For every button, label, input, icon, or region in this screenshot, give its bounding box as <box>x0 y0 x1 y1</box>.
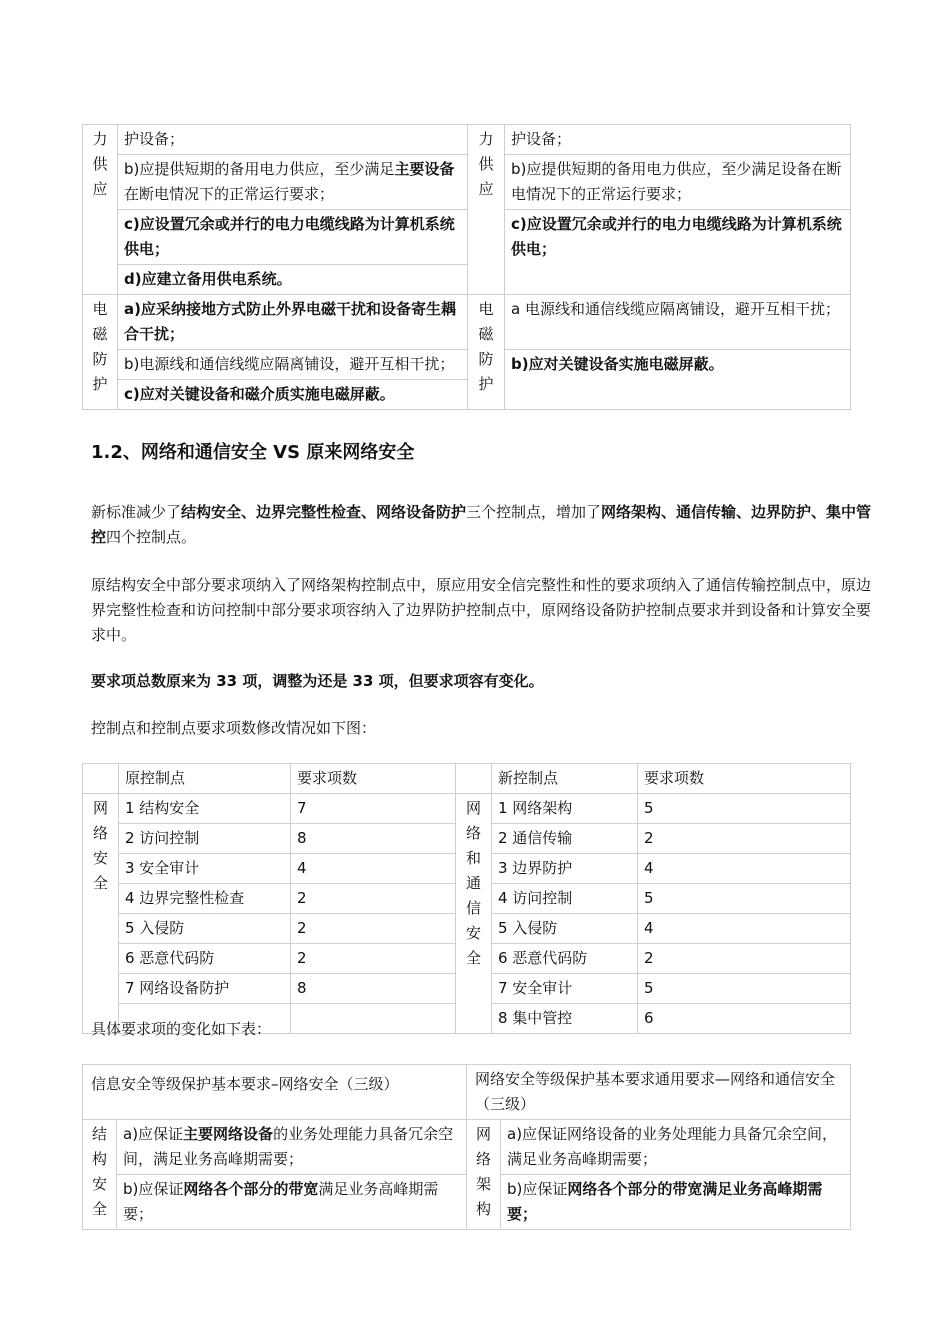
power-right-label <box>468 125 505 295</box>
new-requirement <box>501 1120 851 1175</box>
control-point-compare-table <box>82 763 851 1034</box>
bold-text: b)应对关键设备实施电磁屏蔽。 <box>511 355 724 373</box>
emc-left-row <box>118 295 468 350</box>
label-char: 应 <box>92 180 108 198</box>
label-char: 供 <box>92 155 108 173</box>
label-char: 和 <box>465 849 481 867</box>
text-segment: a)应保证 <box>123 1125 184 1143</box>
text-segment: b)应保证 <box>507 1180 568 1198</box>
old-count: 2 <box>291 914 456 944</box>
old-requirement <box>117 1120 467 1175</box>
power-left-row <box>118 125 468 155</box>
label-char: 结 <box>91 1125 107 1143</box>
text-segment: a 电源线和通信线缆应隔离铺设，避开互相干扰； <box>511 300 840 318</box>
old-count: 4 <box>291 854 456 884</box>
new-requirement <box>501 1175 851 1230</box>
new-count: 2 <box>638 824 851 854</box>
col-header: 原控制点 <box>119 764 291 794</box>
old-control-point: 1 结构安全 <box>119 794 291 824</box>
label-char: 网 <box>92 799 108 817</box>
emc-left-label <box>83 295 118 410</box>
new-count: 6 <box>638 1004 851 1034</box>
label-char: 通 <box>465 874 481 892</box>
summary-paragraph: 要求项总数原来为 33 项，调整为还是 33 项，但要求项容有变化。 <box>91 672 544 690</box>
old-count: 2 <box>291 944 456 974</box>
col-header: 要求项数 <box>291 764 456 794</box>
intro-paragraph <box>91 500 881 550</box>
new-control-point: 7 安全审计 <box>492 974 638 1004</box>
emc-left-row <box>118 350 468 380</box>
requirement-detail-table <box>82 1064 851 1230</box>
bold-text: a)应采纳接地方式防止外界电磁干扰和设备寄生耦合干扰； <box>124 300 456 343</box>
text-segment: a)应保证网络设备的业务处理能力具备冗余空间，满足业务高峰期需要； <box>507 1125 838 1168</box>
label-char: 安 <box>91 1175 107 1193</box>
network-security-label <box>83 794 119 1034</box>
text-segment: 护设备； <box>124 130 185 148</box>
new-control-point: 3 边界防护 <box>492 854 638 884</box>
old-control-point: 3 安全审计 <box>119 854 291 884</box>
power-right-row <box>505 155 851 210</box>
bold-text: c)应对关键设备和磁介质实施电磁屏蔽。 <box>124 385 395 403</box>
label-char: 信 <box>465 899 481 917</box>
label-char: 防 <box>478 350 494 368</box>
emc-left-row <box>118 380 468 410</box>
new-count: 5 <box>638 884 851 914</box>
new-count: 2 <box>638 944 851 974</box>
label-char: 磁 <box>92 325 108 343</box>
label-char: 磁 <box>478 325 494 343</box>
network-architecture-label <box>467 1120 501 1230</box>
bold-text: c)应设置冗余或并行的电力电缆线路为计算机系统供电； <box>511 215 842 258</box>
bold-text: 主要设备 <box>394 160 455 178</box>
power-right-row <box>505 210 851 295</box>
label-char: 电 <box>92 300 108 318</box>
text-segment: 满足业务高峰期需要； <box>123 1180 439 1223</box>
text-segment: b)应提供短期的备用电力供应，至少满足 <box>124 160 395 178</box>
new-control-point: 2 通信传输 <box>492 824 638 854</box>
text-segment: b)电源线和通信线缆应隔离铺设，避开互相干扰； <box>124 355 455 373</box>
text-segment: 四个控制点。 <box>106 528 197 546</box>
bold-text: 结构安全、边界完整性检查、网络设备防护 <box>181 503 467 521</box>
old-standard-header: 信息安全等级保护基本要求–网络安全（三级） <box>83 1065 467 1120</box>
old-count: 8 <box>291 974 456 1004</box>
label-char: 供 <box>478 155 494 173</box>
blank-header <box>83 764 119 794</box>
old-control-point: 7 网络设备防护 <box>119 974 291 1004</box>
old-control-point: 5 入侵防 <box>119 914 291 944</box>
old-requirement <box>117 1175 467 1230</box>
text-segment: b)应提供短期的备用电力供应，至少满足设备在断电情况下的正常运行要求； <box>511 160 842 203</box>
label-char: 防 <box>92 350 108 368</box>
label-char: 力 <box>92 130 108 148</box>
network-comm-security-label <box>456 794 492 1034</box>
label-char: 力 <box>478 130 494 148</box>
label-char: 全 <box>465 949 481 967</box>
power-left-row <box>118 265 468 295</box>
new-control-point: 1 网络架构 <box>492 794 638 824</box>
power-left-row <box>118 155 468 210</box>
text-segment: 护设备； <box>511 130 572 148</box>
col-header: 要求项数 <box>638 764 851 794</box>
bold-text: 网络架构、通信传输、边界防护、集中管控 <box>91 503 872 546</box>
label-char: 安 <box>92 849 108 867</box>
bold-text: 网络各个部分的带宽 <box>183 1180 319 1198</box>
label-char: 络 <box>476 1150 492 1168</box>
label-char: 构 <box>91 1150 107 1168</box>
text-segment: b)应保证 <box>123 1180 184 1198</box>
new-control-point: 8 集中管控 <box>492 1004 638 1034</box>
emc-right-row <box>505 350 851 410</box>
label-char: 护 <box>478 375 494 393</box>
col-header: 新控制点 <box>492 764 638 794</box>
label-char: 全 <box>91 1200 107 1218</box>
label-char: 架 <box>476 1175 492 1193</box>
old-control-point: 6 恶意代码防 <box>119 944 291 974</box>
blank-header <box>456 764 492 794</box>
bold-text: 网络各个部分的带宽满足业务高峰期需要； <box>507 1180 823 1223</box>
text-segment: 三个控制点，增加了 <box>466 503 602 521</box>
label-char: 网 <box>465 799 481 817</box>
new-count: 5 <box>638 974 851 1004</box>
label-char: 电 <box>478 300 494 318</box>
old-count: 8 <box>291 824 456 854</box>
table-intro: 控制点和控制点要求项数修改情况如下图： <box>91 719 377 737</box>
power-left-row <box>118 210 468 265</box>
detail-intro: 具体要求项的变化如下表： <box>91 1020 272 1038</box>
bold-text: c)应设置冗余或并行的电力电缆线路为计算机系统供电； <box>124 215 455 258</box>
new-count: 5 <box>638 794 851 824</box>
old-count: 7 <box>291 794 456 824</box>
emc-right-row <box>505 295 851 350</box>
power-right-row <box>505 125 851 155</box>
explanation-paragraph: 原结构安全中部分要求项纳入了网络架构控制点中，原应用安全信完整性和性的要求项纳入了通信传输控制点中，原边界完整性检查和访问控制中部分要求项容纳入了边界防护控制点中，原网络设备防护控制点要求并到设备和计算安全要求中。 <box>91 576 872 644</box>
section-heading: 1.2、网络和通信安全 VS 原来网络安全 <box>91 442 415 463</box>
new-control-point: 5 入侵防 <box>492 914 638 944</box>
power-left-label <box>83 125 118 295</box>
new-control-point: 6 恶意代码防 <box>492 944 638 974</box>
label-char: 络 <box>465 824 481 842</box>
bold-text: 主要网络设备 <box>183 1125 274 1143</box>
old-control-point: 4 边界完整性检查 <box>119 884 291 914</box>
label-char: 全 <box>92 874 108 892</box>
label-char: 网 <box>476 1125 492 1143</box>
bold-text: d)应建立备用供电系统。 <box>124 270 292 288</box>
text-segment: 在断电情况下的正常运行要求； <box>124 185 335 203</box>
new-count: 4 <box>638 914 851 944</box>
old-count: 2 <box>291 884 456 914</box>
label-char: 络 <box>92 824 108 842</box>
label-char: 护 <box>92 375 108 393</box>
new-control-point: 4 访问控制 <box>492 884 638 914</box>
old-control-point: 2 访问控制 <box>119 824 291 854</box>
label-char: 应 <box>478 180 494 198</box>
emc-right-label <box>468 295 505 410</box>
structure-security-label <box>83 1120 117 1230</box>
new-standard-header: 网络安全等级保护基本要求通用要求—网络和通信安全（三级） <box>467 1065 851 1120</box>
power-emc-table <box>82 124 851 410</box>
new-count: 4 <box>638 854 851 884</box>
text-segment: 新标准减少了 <box>91 503 182 521</box>
text-segment: 的业务处理能力具备冗余空间，满足业务高峰期需要； <box>123 1125 454 1168</box>
label-char: 安 <box>465 924 481 942</box>
label-char: 构 <box>476 1200 492 1218</box>
